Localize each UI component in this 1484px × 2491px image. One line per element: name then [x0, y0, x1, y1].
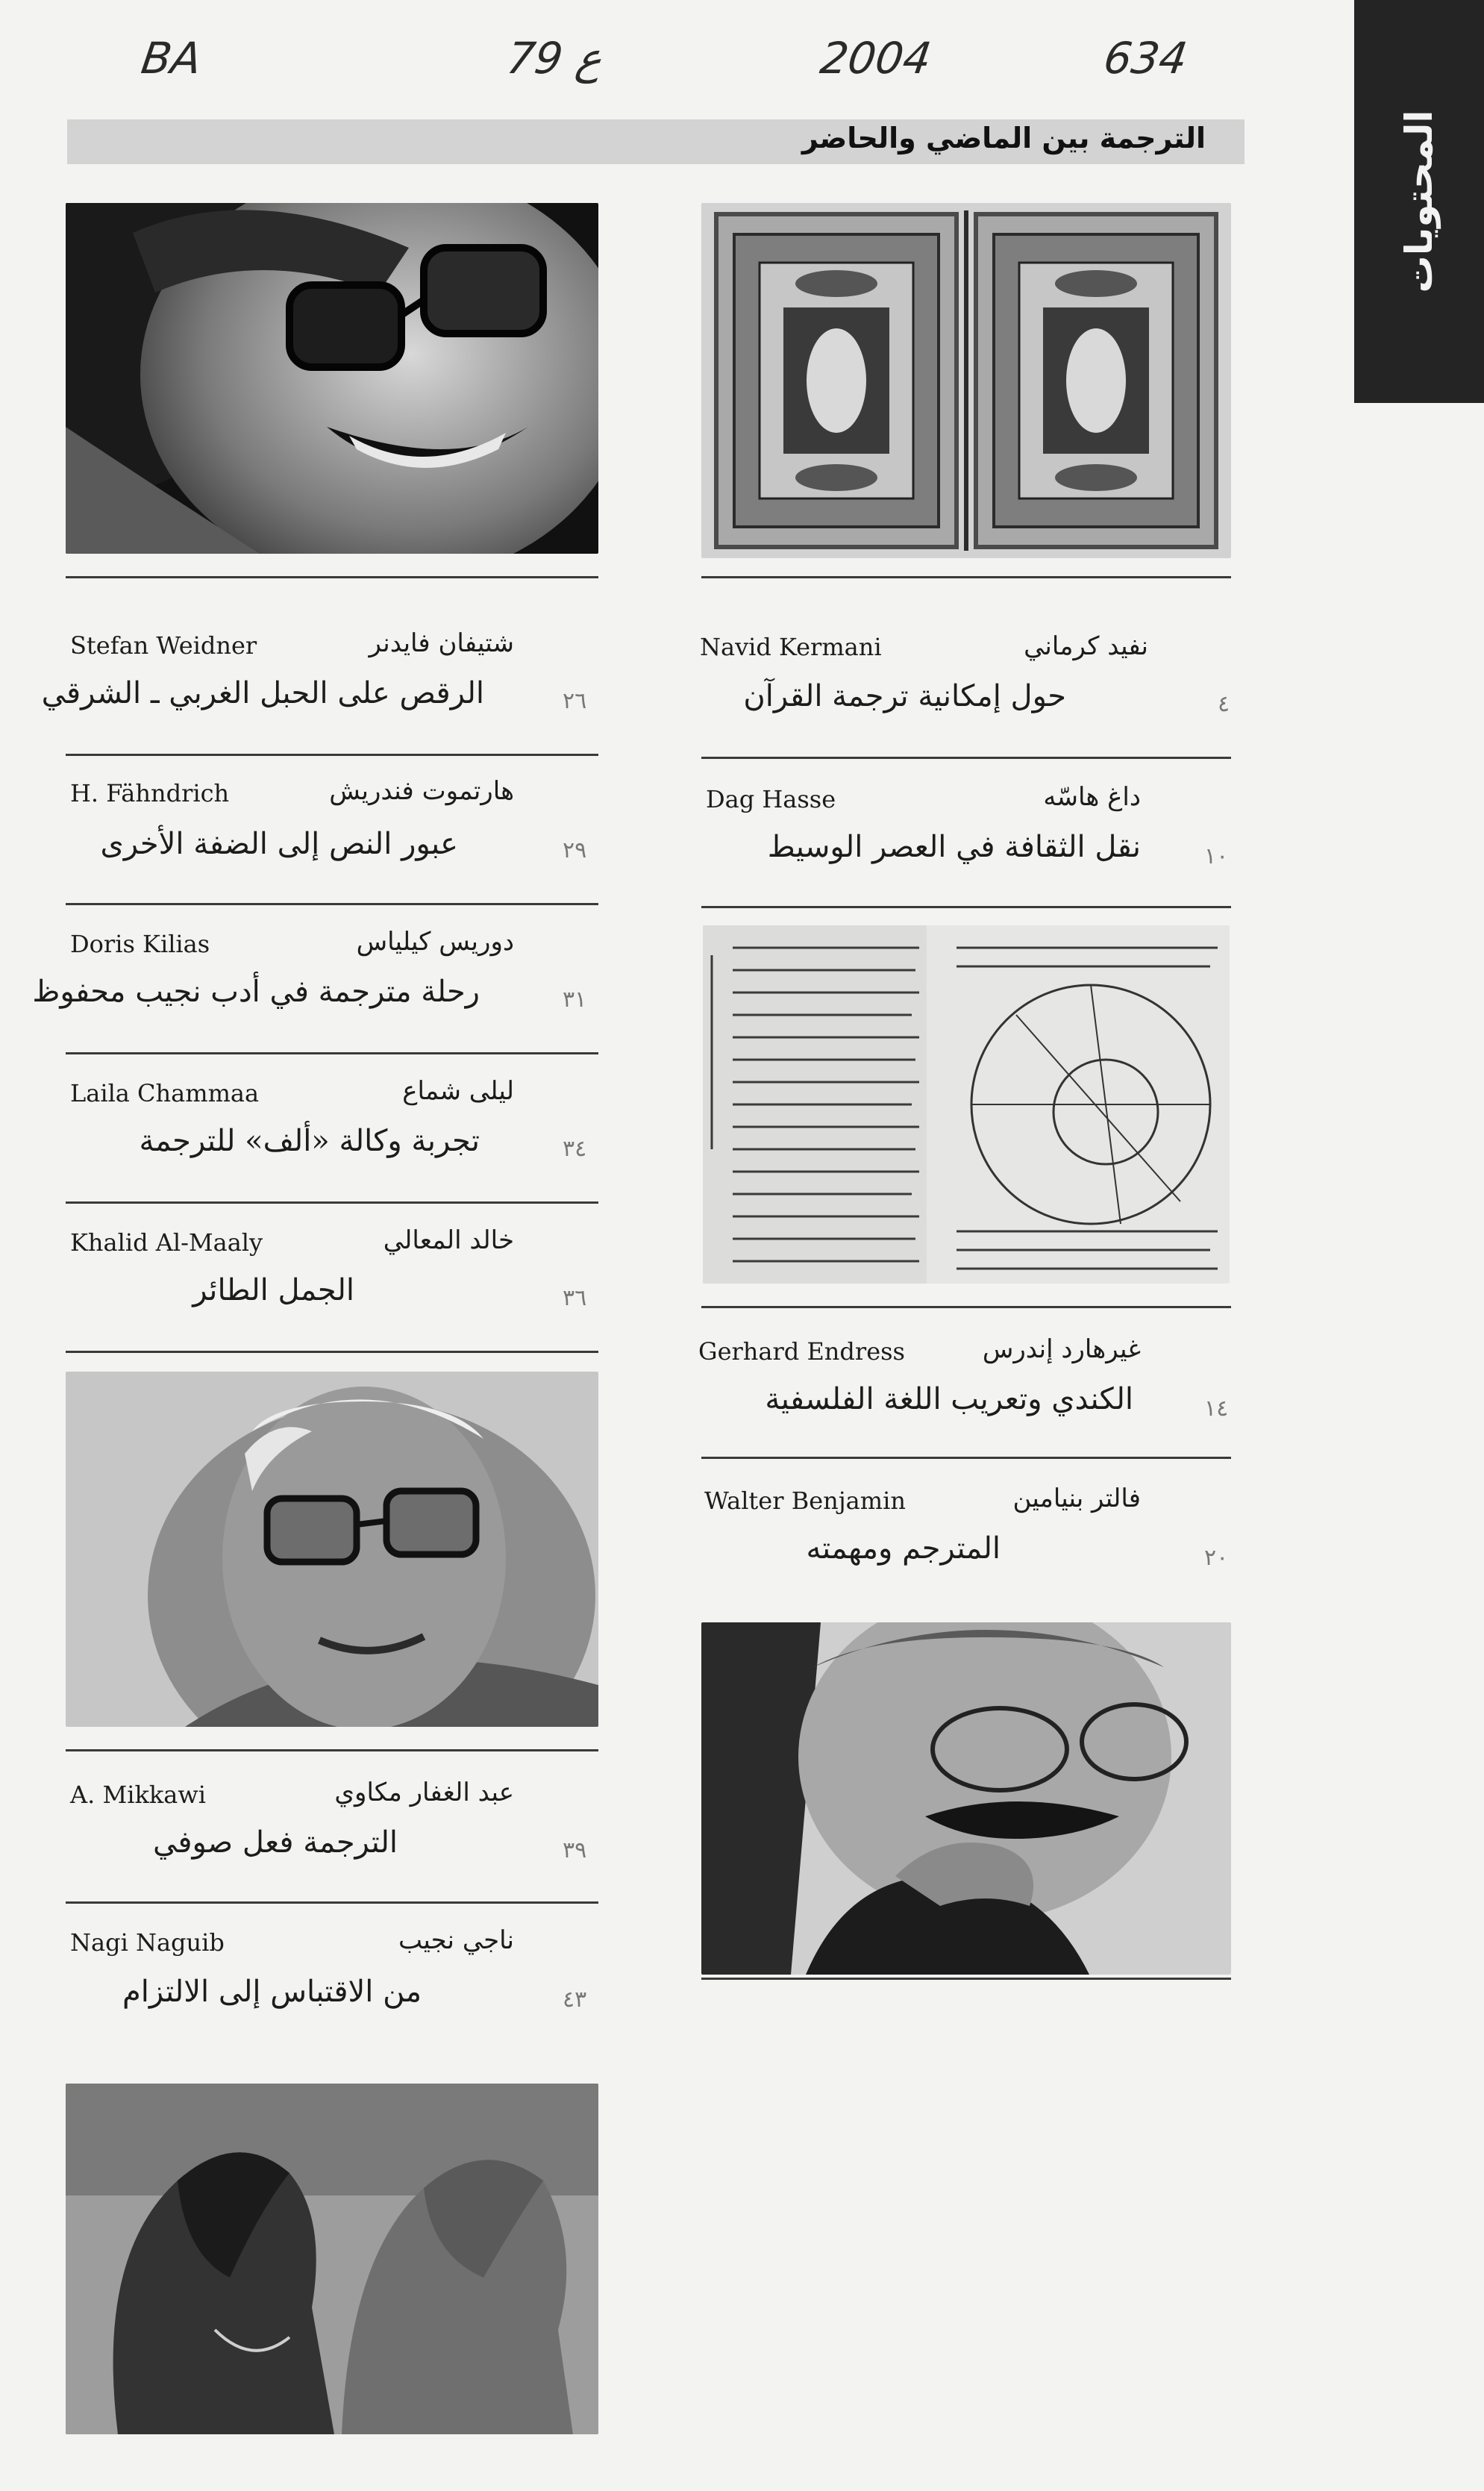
entry-page-number: ١٠ — [1204, 843, 1229, 869]
entry-title: نقل الثقافة في العصر الوسيط — [767, 830, 1141, 864]
entry-author-ar: نفيد كرماني — [1024, 631, 1148, 661]
entry-page-number: ٣١ — [563, 987, 587, 1013]
entry-title: الجمل الطائر — [192, 1273, 354, 1307]
divider — [66, 576, 598, 578]
entry-title: عبور النص إلى الضفة الأخرى — [100, 827, 458, 861]
entry-title: حول إمكانية ترجمة القرآن — [743, 679, 1066, 713]
section-title-bar — [67, 119, 1245, 164]
divider — [701, 757, 1231, 759]
divider — [701, 906, 1231, 908]
divider — [66, 1052, 598, 1054]
entry-page-number: ١٤ — [1204, 1395, 1229, 1422]
entry-author-en: Walter Benjamin — [704, 1487, 906, 1515]
entry-author-ar: هارتموت فندريش — [329, 776, 514, 806]
divider — [66, 1749, 598, 1751]
contents-side-tab-label: المحتويات — [1397, 110, 1441, 293]
entry-title: رحلة مترجمة في أدب نجيب محفوظ — [32, 975, 480, 1009]
entry-author-ar: ناجي نجيب — [398, 1925, 514, 1955]
entry-author-ar: خالد المعالي — [383, 1225, 514, 1255]
handwritten-note-ba: BA — [138, 33, 205, 84]
handwritten-note-year: 2004 — [817, 33, 935, 84]
entry-author-en: Dag Hasse — [706, 785, 836, 813]
photo-smiling-man-glasses — [66, 203, 598, 554]
entry-author-en: Laila Chammaa — [70, 1079, 260, 1107]
entry-author-en: Gerhard Endress — [698, 1337, 905, 1366]
photo-older-man-glasses — [66, 1372, 598, 1727]
entry-page-number: ٣٩ — [563, 1837, 587, 1863]
photo-man-hand-on-chin — [701, 1622, 1231, 1975]
entry-page-number: ٢٩ — [563, 837, 587, 863]
entry-page-number: ٤ — [1218, 691, 1230, 717]
entry-author-en: Khalid Al-Maaly — [70, 1228, 263, 1257]
entry-author-en: Doris Kilias — [70, 930, 210, 958]
entry-title: المترجم ومهمته — [806, 1531, 1001, 1566]
entry-title: الترجمة فعل صوفي — [153, 1825, 398, 1860]
photo-two-women-headscarves — [66, 2084, 598, 2434]
divider — [701, 576, 1231, 578]
divider — [701, 1306, 1231, 1308]
image-illuminated-manuscript — [701, 203, 1231, 558]
entry-title: الرقص على الحبل الغربي ـ الشرقي — [41, 676, 484, 710]
entry-author-en: Navid Kermani — [700, 633, 882, 661]
entry-author-ar: شتيفان فايدنر — [369, 628, 514, 658]
handwritten-note-issue: 79 ع — [504, 33, 606, 84]
entry-author-ar: عبد الغفار مكاوي — [334, 1778, 514, 1807]
entry-author-ar: غيرهارد إندرس — [982, 1334, 1141, 1364]
entry-page-number: ٢٠ — [1204, 1545, 1229, 1571]
divider — [701, 1457, 1231, 1459]
entry-author-en: Stefan Weidner — [70, 631, 257, 660]
entry-title: من الاقتباس إلى الالتزام — [122, 1975, 422, 2009]
image-astronomical-manuscript — [703, 925, 1230, 1284]
entry-author-en: Nagi Naguib — [70, 1928, 225, 1957]
entry-page-number: ٢٦ — [563, 688, 587, 714]
entry-author-ar: داغ هاسّه — [1043, 782, 1141, 812]
entry-author-ar: ليلى شماع — [402, 1076, 514, 1106]
divider — [66, 1351, 598, 1353]
section-title: الترجمة بين الماضي والحاضر — [801, 122, 1206, 154]
divider — [66, 903, 598, 905]
contents-side-tab — [1354, 0, 1484, 403]
entry-author-ar: فالتر بنيامين — [1012, 1484, 1141, 1513]
divider — [66, 754, 598, 756]
entry-title: الكندي وتعريب اللغة الفلسفية — [765, 1382, 1133, 1416]
entry-page-number: ٤٣ — [563, 1987, 587, 2013]
entry-author-en: H. Fähndrich — [70, 779, 230, 807]
handwritten-note-number: 634 — [1101, 33, 1191, 84]
entry-title: تجربة وكالة «ألف» للترجمة — [139, 1124, 480, 1158]
divider — [701, 1978, 1231, 1980]
entry-page-number: ٣٦ — [563, 1285, 587, 1311]
divider — [66, 1901, 598, 1904]
divider — [66, 1201, 598, 1204]
entry-author-ar: دوريس كيلياس — [356, 927, 514, 957]
entry-author-en: A. Mikkawi — [70, 1781, 206, 1809]
entry-page-number: ٣٤ — [563, 1136, 587, 1162]
